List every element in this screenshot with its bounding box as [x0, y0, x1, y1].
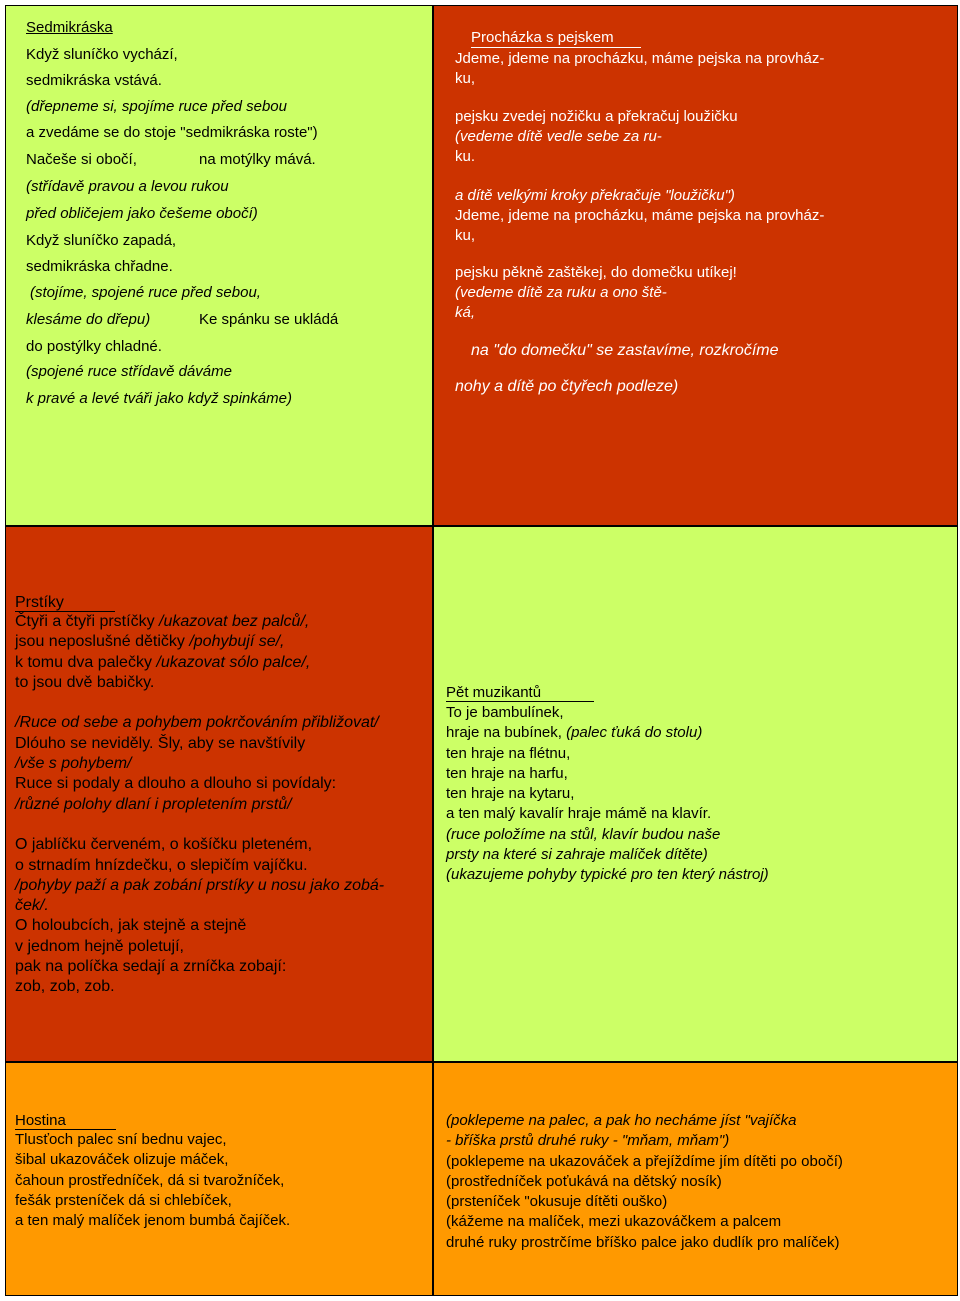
instruction-line: na "do domečku" se zastavíme, rozkročíme — [471, 342, 779, 359]
poem-line: Ke spánku se ukládá — [199, 311, 339, 328]
poem-line: ček/. — [15, 897, 49, 915]
poem-line: Čtyři a čtyři prstíčky /ukazovat bez palců/, — [15, 613, 310, 630]
instruction-line: (kážeme na malíček, mezi ukazováčkem a palcem — [446, 1213, 782, 1231]
poem-line: na motýlky mává. — [199, 151, 316, 168]
instruction-line: (poklepeme na palec, a pak ho necháme jíst "vajíčka — [446, 1112, 797, 1129]
sedmikraska-title: Sedmikráska — [26, 19, 113, 36]
instruction-line: (střídavě pravou a levou rukou — [26, 178, 229, 195]
prstiky-cell — [5, 526, 433, 1062]
poem-line: to jsou dvě babičky. — [15, 673, 155, 691]
poem-line: /různé polohy dlaní i propletením prstů/ — [15, 795, 292, 813]
hostina-title: Hostina — [15, 1112, 66, 1129]
poem-line — [15, 815, 384, 835]
poem-line: Jdeme, jdeme na procházku, máme pejska na provház- — [455, 50, 825, 67]
poem-line: šibal ukazováček olizuje máček, — [15, 1151, 229, 1169]
muzikanti-text — [446, 703, 769, 886]
title-underline — [446, 701, 594, 702]
muzikanti-cell — [433, 526, 958, 1062]
poem-line: /pohyby paží a pak zobání prstíky u nosu jako zobá- — [15, 876, 385, 894]
poem-line: (ruce položíme na stůl, klavír budou naše — [446, 825, 721, 843]
instruction-line: (dřepneme si, spojíme ruce před sebou — [26, 98, 287, 115]
poem-line: fešák prsteníček dá si chlebíček, — [15, 1191, 232, 1209]
poem-line: ku, — [455, 70, 476, 87]
poem-line: pejsku zvedej nožičku a překračuj loužičku — [455, 108, 738, 125]
instruction-line: (spojené ruce střídavě dáváme — [26, 363, 232, 380]
poem-line: O jablíčku červeném, o košíčku pleteném, — [15, 836, 313, 854]
instruction-line: (poklepeme na ukazováček a přejíždíme jím dítěti po obočí) — [446, 1152, 843, 1170]
poem-line: ten hraje na kytaru, — [446, 785, 575, 803]
instruction-line: (prostředníček poťukává na dětský nosík) — [446, 1172, 722, 1190]
instruction-line: klesáme do dřepu) — [26, 311, 151, 328]
instruction-line: k pravé a levé tváři jako když spinkáme) — [26, 390, 292, 407]
instruction-line: (stojíme, spojené ruce před sebou, — [30, 284, 261, 301]
poem-line: /vše s pohybem/ — [15, 755, 132, 773]
instruction-line: před obličejem jako češeme obočí) — [26, 205, 258, 222]
prstiky-text — [15, 612, 384, 998]
poem-line: prsty na které si zahraje malíček dítěte) — [446, 846, 708, 864]
poem-line: /Ruce od sebe a pohybem pokrčováním přibližovat/ — [15, 714, 379, 732]
prochazka-cell — [433, 5, 958, 526]
poem-line: sedmikráska vstává. — [26, 72, 162, 89]
poem-line: ku, — [455, 227, 476, 244]
muzikanti-title: Pět muzikantů — [446, 684, 542, 701]
poem-line: jsou neposlušné dětičky /pohybují se/, — [15, 633, 285, 651]
poem-line: Jdeme, jdeme na procházku, máme pejska na provház- — [455, 207, 825, 224]
instruction-line: a zvedáme se do stoje "sedmikráska roste") — [26, 124, 318, 141]
instruction-line: nohy a dítě po čtyřech podleze) — [455, 378, 679, 395]
instruction-line: (vedeme dítě vedle sebe za ru- — [455, 128, 662, 145]
poem-line: do postýlky chladné. — [26, 338, 162, 355]
poem-line: To je bambulínek, — [446, 704, 564, 721]
prochazka-title: Procházka s pejskem — [471, 29, 614, 46]
poem-line: o strnadím hnízdečku, o slepičím vajíčku. — [15, 856, 308, 874]
poem-line: Tlusťoch palec sní bednu vajec, — [15, 1131, 227, 1148]
poem-line: sedmikráska chřadne. — [26, 258, 173, 275]
instruction-line: (vedeme dítě za ruku a ono ště- — [455, 284, 667, 301]
poem-line: v jednom hejně poletují, — [15, 937, 184, 955]
poem-line: ten hraje na flétnu, — [446, 744, 571, 762]
instruction-line: ká, — [455, 304, 476, 321]
sedmikraska-cell — [5, 5, 433, 526]
poem-line: pejsku pěkně zaštěkej, do domečku utíkej! — [455, 264, 737, 281]
poem-line: k tomu dva palečky /ukazovat sólo palce/, — [15, 653, 311, 671]
hostina-text — [15, 1130, 290, 1231]
prstiky-title: Prstíky — [15, 594, 64, 611]
poem-line — [15, 693, 384, 713]
poem-line: Dlóuho se neviděly. Šly, aby se navštívily — [15, 734, 306, 752]
poem-line: pak na políčka sedají a zrníčka zobají: — [15, 958, 287, 976]
instruction-line: druhé ruky prostrčíme bříško palce jako dudlík pro malíček) — [446, 1233, 840, 1251]
poem-line: čahoun prostředníček, dá si tvarožníček, — [15, 1171, 285, 1189]
hostina-notes-cell — [433, 1062, 958, 1296]
poem-line: Když sluníčko zapadá, — [26, 232, 177, 249]
title-underline — [471, 47, 641, 48]
hostina-cell — [5, 1062, 433, 1296]
poem-line: a ten malý malíček jenom bumbá čajíček. — [15, 1212, 291, 1230]
poem-line: O holoubcích, jak stejně a stejně — [15, 917, 247, 935]
poem-line: (ukazujeme pohyby typické pro ten který nástroj) — [446, 866, 769, 884]
instruction-line: - bříška prstů druhé ruky - "mňam, mňam") — [446, 1132, 730, 1150]
poem-line: Načeše si obočí, — [26, 151, 137, 168]
instruction-line: a dítě velkými kroky překračuje "loužičku") — [455, 187, 735, 204]
poem-line: a ten malý kavalír hraje mámě na klavír. — [446, 805, 712, 823]
instruction-line: ku. — [455, 148, 476, 165]
poem-line: ten hraje na harfu, — [446, 764, 568, 782]
poem-line: Když sluníčko vychází, — [26, 46, 178, 63]
poem-line: zob, zob, zob. — [15, 978, 115, 996]
poem-line: Ruce si podaly a dlouho a dlouho si povídaly: — [15, 775, 337, 793]
hostina-notes-text — [446, 1111, 843, 1253]
poem-line: hraje na bubínek, (palec ťuká do stolu) — [446, 724, 703, 742]
instruction-line: (prsteníček "okusuje dítěti ouško) — [446, 1193, 668, 1211]
